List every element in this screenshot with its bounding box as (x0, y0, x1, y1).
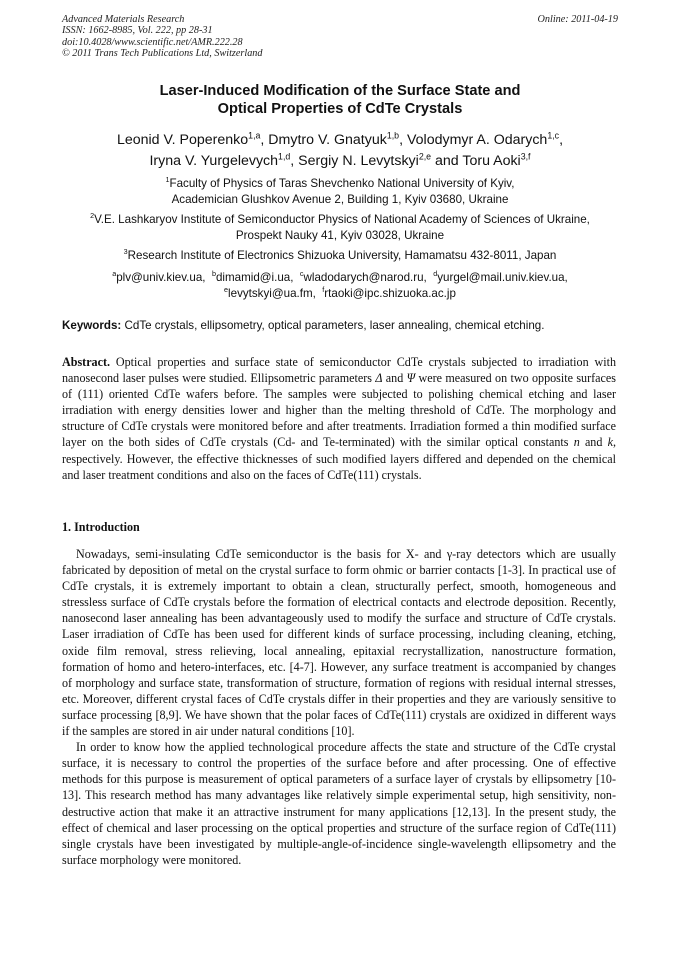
author-sup: 1,c (547, 130, 560, 141)
abstract-text: were measured on two opposite surfaces of (111) oriented CdTe wafers before. The samples were subjected to polishing chemical etching and laser irradiation with energy densities lower and higher than the melting threshold of CdTe. The morphology and structure of CdTe crystals were monitored before and after treatments. Irradiation formed a thin modified surface layer on the both sides of CdTe crystals (Cd- and Te-terminated) with the similar optical constants (62, 371, 616, 450)
title-line-2: Optical Properties of CdTe Crystals (217, 101, 463, 117)
author-line-2 (62, 151, 618, 172)
email-link[interactable]: wladodarych@narod.ru, (303, 271, 427, 284)
author-list (62, 130, 618, 172)
affiliation-text: Research Institute of Electronics Shizuoka University, Hamamatsu 432-8011, Japan (127, 249, 557, 262)
author-name: Toru Aoki (462, 153, 521, 169)
author-line-1 (62, 130, 618, 151)
affiliation-sup: 2 (90, 211, 95, 221)
author-sup: 1,b (386, 130, 400, 141)
keywords-label: Keywords: (62, 319, 122, 332)
paper-title (62, 82, 618, 118)
journal-name: Advanced Materials Research (62, 14, 185, 25)
email-sup: f (322, 285, 325, 295)
paragraph: In order to know how the applied technological procedure affects the state and structure of the CdTe crystal surface, it is necessary to control the properties of the surface before and after processing. One of effective methods for this purpose is measurement of optical parameters of a surface layer of crystals by ellipsometry [10-13]. This research method has many advantages like relatively simple experimental setup, high sensitivity, non-destructive action that make it an attractive instrument for many applications [12,13]. In the present study, the effect of chemical and laser processing on the optical properties and structure of the surface region of CdTe(111) single crystals have been investigated by multiple-angle-of-incidence single-wavelength ellipsometry and the surface morphology were monitored. (62, 740, 616, 867)
email-link[interactable]: plv@univ.kiev.ua, (116, 271, 206, 284)
email-sup: e (224, 285, 229, 295)
author-name: Iryna V. Yurgelevych (149, 153, 279, 169)
author-name: Sergiy N. Levytskyi (298, 153, 419, 169)
email-list (56, 270, 624, 302)
author-name: Dmytro V. Gnatyuk (268, 132, 387, 148)
email-sup: c (299, 269, 304, 279)
author-name: Volodymyr A. Odarych (406, 132, 548, 148)
email-link[interactable]: levytskyi@ua.fm, (228, 287, 316, 300)
affiliation-text: Prospekt Nauky 41, Kyiv 03028, Ukraine (235, 229, 445, 242)
author-name: Leonid V. Poperenko (116, 132, 249, 148)
affiliation-sup: 3 (123, 247, 128, 257)
keywords (62, 318, 622, 334)
author-sup: 2,e (418, 151, 432, 162)
abstract-symbol: n (573, 435, 580, 450)
author-sep: and (431, 153, 463, 169)
journal-doi: doi:10.4028/www.scientific.net/AMR.222.28 (62, 36, 243, 48)
email-link[interactable]: yurgel@mail.univ.kiev.ua, (437, 271, 568, 284)
introduction-body (62, 546, 616, 868)
online-date: Online: 2011-04-19 (537, 14, 618, 25)
section-heading: 1. Introduction (62, 520, 140, 534)
author-sep: , (290, 153, 299, 169)
email-link[interactable]: rtaoki@ipc.shizuoka.ac.jp (324, 287, 456, 300)
abstract-text: and (584, 435, 603, 450)
email-sup: a (112, 269, 117, 279)
author-sep: , (260, 132, 269, 148)
journal-copyright: © 2011 Trans Tech Publications Ltd, Switzerland (62, 48, 263, 60)
abstract-text: and (385, 371, 404, 386)
affiliation-text: Academician Glushkov Avenue 2, Building 1, Kyiv 03680, Ukraine (171, 193, 509, 206)
journal-header (62, 14, 618, 60)
abstract-text: Optical properties and surface state of semiconductor CdTe crystals subjected to irradiation with nanosecond laser pulses were studied. Ellipsometric parameters (62, 355, 616, 386)
author-sup: 1,d (278, 151, 291, 162)
email-link[interactable]: dimamid@i.ua, (215, 271, 294, 284)
affiliation-text: Faculty of Physics of Taras Shevchenko National University of Kyiv, (169, 177, 515, 190)
email-sup: b (211, 269, 216, 279)
affiliation-1 (56, 176, 624, 208)
author-sep: , (559, 132, 564, 148)
abstract-label: Abstract. (62, 355, 111, 369)
keywords-text: CdTe crystals, ellipsometry, optical parameters, laser annealing, chemical etching. (124, 319, 545, 332)
author-sup: 1,a (248, 130, 261, 141)
author-sup: 3,f (520, 151, 531, 162)
paragraph: Nowadays, semi-insulating CdTe semiconductor is the basis for X- and γ-ray detectors which are usually fabricated by deposition of metal on the crystal surface to form ohmic or barrier contacts [1-3]. In practical use of CdTe crystals, it is extremely important to obtain a clean, structurally perfect, smooth, homogeneous and stressless surface of CdTe crystals before the formation of electrical contacts and electrode deposition. Recently, nanosecond laser annealing has been advantageously used to modify the surface and structure of CdTe crystals. Laser irradiation of CdTe has been used for different kinds of surface processing, including cleaning, etching, oxide film removal, stress relieving, local annealing, epitaxial recrystallization, nanostructure formation, formation of homo and hetero-interfaces, etc. [4-7]. However, any surface treatment is accompanied by changes of morphology and surface state, transformation of structure, formation of regions with residual internal stresses, etc. Moreover, different crystal faces of CdTe crystals differ in their properties and they are variously sensitive to surface processing [8,9]. We have shown that the polar faces of CdTe(111) crystals are oxidized in different ways if the samples are stored in air under natural conditions [10]. (62, 547, 616, 739)
abstract-symbol: Ψ (406, 371, 416, 386)
abstract-text: , respectively. However, the effective thicknesses of such modified layers differed and depended on the chemical and laser treatment conditions and also on the faces of CdTe(111) crystals. (62, 435, 617, 482)
author-sep: , (399, 132, 407, 148)
abstract-symbol: k (607, 435, 613, 450)
abstract-symbol: Δ (375, 371, 383, 386)
email-sup: d (433, 269, 438, 279)
title-line-1: Laser-Induced Modification of the Surface State and (159, 83, 521, 99)
abstract (62, 354, 616, 483)
affiliation-3 (56, 248, 624, 264)
journal-issn: ISSN: 1662-8985, Vol. 222, pp 28-31 (62, 25, 213, 37)
affiliation-text: V.E. Lashkaryov Institute of Semiconductor Physics of National Academy of Sciences of Ukraine, (94, 213, 590, 226)
affiliation-2 (56, 212, 624, 244)
affiliation-sup: 1 (165, 175, 170, 185)
